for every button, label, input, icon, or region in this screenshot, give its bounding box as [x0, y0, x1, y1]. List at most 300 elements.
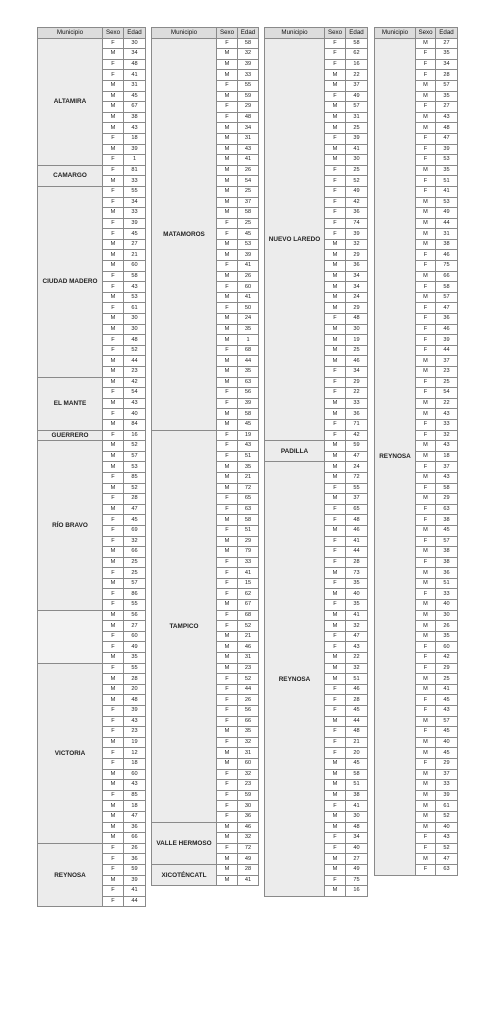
sexo-cell: M [325, 80, 346, 91]
edad-cell: 52 [124, 483, 146, 494]
sexo-cell: M [416, 229, 436, 240]
municipio-cell: XICOTÉNCATL [152, 864, 217, 885]
sexo-cell: M [325, 462, 346, 473]
sexo-cell: F [325, 547, 346, 558]
sexo-cell: M [103, 653, 124, 664]
edad-cell: 74 [346, 218, 368, 229]
sexo-cell: M [217, 483, 238, 494]
edad-cell: 43 [124, 398, 146, 409]
edad-cell: 29 [238, 102, 259, 113]
sexo-cell: F [325, 578, 346, 589]
sexo-cell: F [325, 833, 346, 844]
edad-cell: 52 [238, 674, 259, 685]
table-row [265, 462, 368, 473]
sexo-cell: M [325, 112, 346, 123]
edad-cell: 31 [238, 653, 259, 664]
edad-cell: 43 [436, 409, 458, 420]
edad-cell: 46 [346, 525, 368, 536]
edad-cell: 85 [124, 472, 146, 483]
edad-cell: 23 [436, 367, 458, 378]
edad-cell: 63 [436, 504, 458, 515]
edad-cell: 65 [238, 494, 259, 505]
sexo-cell: F [325, 367, 346, 378]
sexo-cell: F [416, 314, 436, 325]
sexo-cell: F [103, 218, 124, 229]
sexo-cell: F [103, 748, 124, 759]
edad-cell: 37 [346, 80, 368, 91]
table-row [38, 441, 146, 452]
sexo-cell: F [103, 186, 124, 197]
column-header-edad: Edad [238, 28, 259, 39]
edad-cell: 59 [238, 91, 259, 102]
edad-cell: 43 [124, 282, 146, 293]
edad-cell: 41 [346, 536, 368, 547]
sexo-cell: F [416, 419, 436, 430]
sexo-cell: M [217, 165, 238, 176]
column-header-edad: Edad [436, 28, 458, 39]
data-table [151, 27, 259, 886]
sexo-cell: M [325, 282, 346, 293]
edad-cell: 27 [124, 621, 146, 632]
table-row [38, 165, 146, 176]
sexo-cell: F [217, 80, 238, 91]
edad-cell: 33 [238, 70, 259, 81]
edad-cell: 25 [436, 674, 458, 685]
sexo-cell: F [217, 388, 238, 399]
sexo-cell: F [416, 303, 436, 314]
sexo-cell: M [325, 398, 346, 409]
edad-cell: 26 [436, 621, 458, 632]
sexo-cell: F [103, 388, 124, 399]
sexo-cell: F [103, 896, 124, 907]
edad-cell: 35 [436, 91, 458, 102]
sexo-cell: M [103, 610, 124, 621]
edad-cell: 28 [238, 864, 259, 875]
edad-cell: 43 [124, 780, 146, 791]
edad-cell: 72 [238, 483, 259, 494]
edad-cell: 46 [436, 324, 458, 335]
edad-cell: 48 [346, 727, 368, 738]
sexo-cell: F [103, 642, 124, 653]
edad-cell: 38 [436, 547, 458, 558]
sexo-cell: F [217, 112, 238, 123]
table-column-3 [264, 27, 368, 897]
sexo-cell: M [217, 472, 238, 483]
sexo-cell: M [325, 716, 346, 727]
edad-cell: 49 [346, 91, 368, 102]
sexo-cell: F [325, 59, 346, 70]
edad-cell: 22 [346, 388, 368, 399]
sexo-cell: M [325, 780, 346, 791]
edad-cell: 68 [238, 345, 259, 356]
edad-cell: 29 [436, 758, 458, 769]
sexo-cell: M [103, 547, 124, 558]
edad-cell: 38 [346, 790, 368, 801]
sexo-cell: F [325, 91, 346, 102]
edad-cell: 23 [238, 780, 259, 791]
sexo-cell: M [416, 684, 436, 695]
edad-cell: 55 [124, 663, 146, 674]
edad-cell: 67 [238, 600, 259, 611]
edad-cell: 81 [124, 165, 146, 176]
sexo-cell: M [217, 600, 238, 611]
edad-cell: 25 [346, 165, 368, 176]
sexo-cell: F [416, 70, 436, 81]
sexo-cell: F [416, 864, 436, 875]
sexo-cell: F [217, 525, 238, 536]
edad-cell: 1 [124, 155, 146, 166]
sexo-cell: F [416, 536, 436, 547]
sexo-cell: M [325, 155, 346, 166]
sexo-cell: F [217, 345, 238, 356]
edad-cell: 37 [436, 462, 458, 473]
sexo-cell: F [325, 208, 346, 219]
edad-cell: 28 [124, 674, 146, 685]
edad-cell: 25 [238, 186, 259, 197]
sexo-cell: M [103, 875, 124, 886]
sexo-cell: F [416, 155, 436, 166]
sexo-cell: M [103, 441, 124, 452]
edad-cell: 44 [238, 356, 259, 367]
edad-cell: 38 [124, 112, 146, 123]
edad-cell: 79 [238, 547, 259, 558]
sexo-cell: F [103, 155, 124, 166]
edad-cell: 44 [124, 896, 146, 907]
edad-cell: 16 [346, 59, 368, 70]
edad-cell: 32 [346, 663, 368, 674]
sexo-cell: M [103, 833, 124, 844]
sexo-cell: M [416, 472, 436, 483]
edad-cell: 48 [346, 822, 368, 833]
sexo-cell: F [217, 737, 238, 748]
edad-cell: 42 [124, 377, 146, 388]
table-row [152, 430, 259, 441]
sexo-cell: M [416, 441, 436, 452]
sexo-cell: F [416, 250, 436, 261]
edad-cell: 27 [436, 38, 458, 49]
edad-cell: 42 [436, 653, 458, 664]
sexo-cell: F [217, 780, 238, 791]
sexo-cell: M [325, 261, 346, 272]
sexo-cell: F [103, 758, 124, 769]
sexo-cell: M [103, 462, 124, 473]
edad-cell: 48 [124, 695, 146, 706]
edad-cell: 30 [124, 38, 146, 49]
column-header-municipio: Municipio [265, 28, 325, 39]
edad-cell: 57 [346, 102, 368, 113]
edad-cell: 51 [238, 525, 259, 536]
edad-cell: 66 [124, 547, 146, 558]
edad-cell: 53 [124, 462, 146, 473]
municipio-cell: EL MANTE [38, 377, 103, 430]
sexo-cell: F [217, 716, 238, 727]
sexo-cell: F [217, 38, 238, 49]
sexo-cell: F [325, 133, 346, 144]
edad-cell: 36 [436, 568, 458, 579]
edad-cell: 29 [436, 663, 458, 674]
edad-cell: 48 [238, 112, 259, 123]
sexo-cell: M [325, 758, 346, 769]
sexo-cell: M [103, 769, 124, 780]
sexo-cell: M [325, 441, 346, 452]
edad-cell: 36 [124, 854, 146, 865]
sexo-cell: F [103, 854, 124, 865]
edad-cell: 16 [346, 886, 368, 897]
table-column-4 [374, 27, 458, 876]
sexo-cell: M [416, 494, 436, 505]
sexo-cell: M [416, 239, 436, 250]
sexo-cell: F [416, 462, 436, 473]
sexo-cell: F [217, 398, 238, 409]
edad-cell: 43 [436, 112, 458, 123]
sexo-cell: M [103, 684, 124, 695]
sexo-cell: M [325, 494, 346, 505]
edad-cell: 25 [238, 218, 259, 229]
column-header-municipio: Municipio [152, 28, 217, 39]
sexo-cell: M [217, 292, 238, 303]
sexo-cell: M [416, 737, 436, 748]
edad-cell: 60 [436, 642, 458, 653]
sexo-cell: M [217, 176, 238, 187]
sexo-cell: F [416, 727, 436, 738]
sexo-cell: M [103, 811, 124, 822]
sexo-cell: M [217, 462, 238, 473]
sexo-cell: M [325, 674, 346, 685]
edad-cell: 26 [238, 271, 259, 282]
column-header-edad: Edad [346, 28, 368, 39]
edad-cell: 29 [346, 250, 368, 261]
edad-cell: 65 [346, 504, 368, 515]
sexo-cell: M [325, 292, 346, 303]
sexo-cell: M [416, 811, 436, 822]
column-header-sexo: Sexo [325, 28, 346, 39]
sexo-cell: F [217, 102, 238, 113]
sexo-cell: F [416, 49, 436, 60]
edad-cell: 47 [346, 631, 368, 642]
edad-cell: 42 [346, 430, 368, 441]
municipio-cell: TAMPICO [152, 430, 217, 822]
sexo-cell: F [416, 642, 436, 653]
sexo-cell: F [217, 430, 238, 441]
sexo-cell: M [217, 631, 238, 642]
edad-cell: 34 [346, 282, 368, 293]
edad-cell: 31 [436, 229, 458, 240]
edad-cell: 30 [436, 610, 458, 621]
municipio-cell: REYNOSA [38, 843, 103, 907]
sexo-cell: F [416, 706, 436, 717]
sexo-cell: F [103, 133, 124, 144]
sexo-cell: F [217, 282, 238, 293]
sexo-cell: M [217, 59, 238, 70]
sexo-cell: M [103, 674, 124, 685]
edad-cell: 25 [124, 557, 146, 568]
edad-cell: 86 [124, 589, 146, 600]
edad-cell: 33 [124, 176, 146, 187]
sexo-cell: F [416, 186, 436, 197]
edad-cell: 31 [124, 80, 146, 91]
edad-cell: 28 [124, 494, 146, 505]
sexo-cell: M [217, 144, 238, 155]
edad-cell: 23 [124, 367, 146, 378]
edad-cell: 44 [346, 716, 368, 727]
edad-cell: 51 [346, 780, 368, 791]
table-row [265, 441, 368, 452]
sexo-cell: F [103, 282, 124, 293]
edad-cell: 43 [346, 642, 368, 653]
edad-cell: 26 [238, 165, 259, 176]
edad-cell: 39 [124, 218, 146, 229]
edad-cell: 61 [436, 801, 458, 812]
edad-cell: 58 [346, 769, 368, 780]
edad-cell: 12 [124, 748, 146, 759]
sexo-cell: F [325, 186, 346, 197]
sexo-cell: F [416, 589, 436, 600]
sexo-cell: F [325, 483, 346, 494]
sexo-cell: M [217, 642, 238, 653]
edad-cell: 60 [124, 631, 146, 642]
edad-cell: 32 [346, 239, 368, 250]
table-column-1 [37, 27, 146, 907]
sexo-cell: M [103, 801, 124, 812]
sexo-cell: F [325, 642, 346, 653]
sexo-cell: F [103, 886, 124, 897]
edad-cell: 37 [436, 356, 458, 367]
edad-cell: 58 [238, 515, 259, 526]
sexo-cell: M [217, 409, 238, 420]
sexo-cell: M [217, 515, 238, 526]
sexo-cell: F [416, 133, 436, 144]
sexo-cell: F [416, 833, 436, 844]
sexo-cell: M [416, 292, 436, 303]
sexo-cell: F [325, 843, 346, 854]
edad-cell: 41 [238, 875, 259, 886]
edad-cell: 84 [124, 419, 146, 430]
edad-cell: 22 [436, 398, 458, 409]
edad-cell: 44 [238, 684, 259, 695]
municipio-cell: PADILLA [265, 441, 325, 462]
edad-cell: 45 [436, 695, 458, 706]
sexo-cell: F [103, 536, 124, 547]
edad-cell: 52 [124, 441, 146, 452]
sexo-cell: M [325, 653, 346, 664]
sexo-cell: M [416, 208, 436, 219]
sexo-cell: F [416, 176, 436, 187]
sexo-cell: M [325, 239, 346, 250]
sexo-cell: M [416, 578, 436, 589]
municipio-cell: NUEVO LAREDO [265, 38, 325, 441]
edad-cell: 48 [346, 515, 368, 526]
sexo-cell: M [217, 70, 238, 81]
edad-cell: 34 [238, 123, 259, 134]
edad-cell: 68 [238, 610, 259, 621]
edad-cell: 32 [238, 833, 259, 844]
table-row [38, 186, 146, 197]
sexo-cell: M [217, 727, 238, 738]
sexo-cell: M [103, 250, 124, 261]
edad-cell: 35 [124, 653, 146, 664]
edad-cell: 31 [238, 748, 259, 759]
edad-cell: 30 [124, 324, 146, 335]
edad-cell: 23 [238, 663, 259, 674]
edad-cell: 54 [436, 388, 458, 399]
edad-cell: 36 [124, 822, 146, 833]
edad-cell: 26 [124, 843, 146, 854]
sexo-cell: M [416, 674, 436, 685]
edad-cell: 19 [238, 430, 259, 441]
edad-cell: 61 [124, 303, 146, 314]
municipio-cell: VICTORIA [38, 663, 103, 843]
edad-cell: 41 [346, 144, 368, 155]
edad-cell: 67 [124, 102, 146, 113]
edad-cell: 44 [346, 547, 368, 558]
edad-cell: 58 [346, 38, 368, 49]
edad-cell: 46 [238, 822, 259, 833]
edad-cell: 28 [436, 70, 458, 81]
sexo-cell: M [416, 547, 436, 558]
header-row [152, 28, 259, 39]
edad-cell: 36 [346, 208, 368, 219]
municipio-cell: RÍO BRAVO [38, 441, 103, 611]
sexo-cell: M [103, 419, 124, 430]
table-row [38, 38, 146, 49]
sexo-cell: F [217, 843, 238, 854]
edad-cell: 35 [436, 165, 458, 176]
sexo-cell: M [325, 451, 346, 462]
edad-cell: 60 [124, 769, 146, 780]
edad-cell: 58 [238, 409, 259, 420]
table-row [375, 38, 458, 49]
edad-cell: 52 [346, 176, 368, 187]
column-header-sexo: Sexo [217, 28, 238, 39]
sexo-cell: M [416, 123, 436, 134]
sexo-cell: M [325, 525, 346, 536]
sexo-cell: M [103, 621, 124, 632]
table-column-2 [151, 27, 259, 886]
sexo-cell: M [416, 854, 436, 865]
sexo-cell: M [217, 377, 238, 388]
sexo-cell: F [217, 303, 238, 314]
edad-cell: 18 [436, 451, 458, 462]
edad-cell: 43 [436, 833, 458, 844]
edad-cell: 45 [124, 91, 146, 102]
edad-cell: 59 [346, 441, 368, 452]
sexo-cell: F [416, 335, 436, 346]
edad-cell: 52 [238, 621, 259, 632]
edad-cell: 62 [346, 49, 368, 60]
sexo-cell: M [325, 144, 346, 155]
sexo-cell: F [217, 684, 238, 695]
column-header-sexo: Sexo [103, 28, 124, 39]
sexo-cell: M [325, 70, 346, 81]
edad-cell: 56 [124, 610, 146, 621]
sexo-cell: M [325, 335, 346, 346]
edad-cell: 23 [124, 727, 146, 738]
edad-cell: 47 [124, 811, 146, 822]
edad-cell: 40 [436, 600, 458, 611]
sexo-cell: M [103, 780, 124, 791]
sexo-cell: F [325, 197, 346, 208]
sexo-cell: F [325, 706, 346, 717]
municipio-cell: CIUDAD MADERO [38, 186, 103, 377]
edad-cell: 72 [346, 472, 368, 483]
sexo-cell: M [416, 621, 436, 632]
edad-cell: 60 [238, 282, 259, 293]
sexo-cell: F [103, 843, 124, 854]
edad-cell: 41 [124, 886, 146, 897]
sexo-cell: F [103, 335, 124, 346]
column-header-municipio: Municipio [38, 28, 103, 39]
edad-cell: 32 [436, 430, 458, 441]
